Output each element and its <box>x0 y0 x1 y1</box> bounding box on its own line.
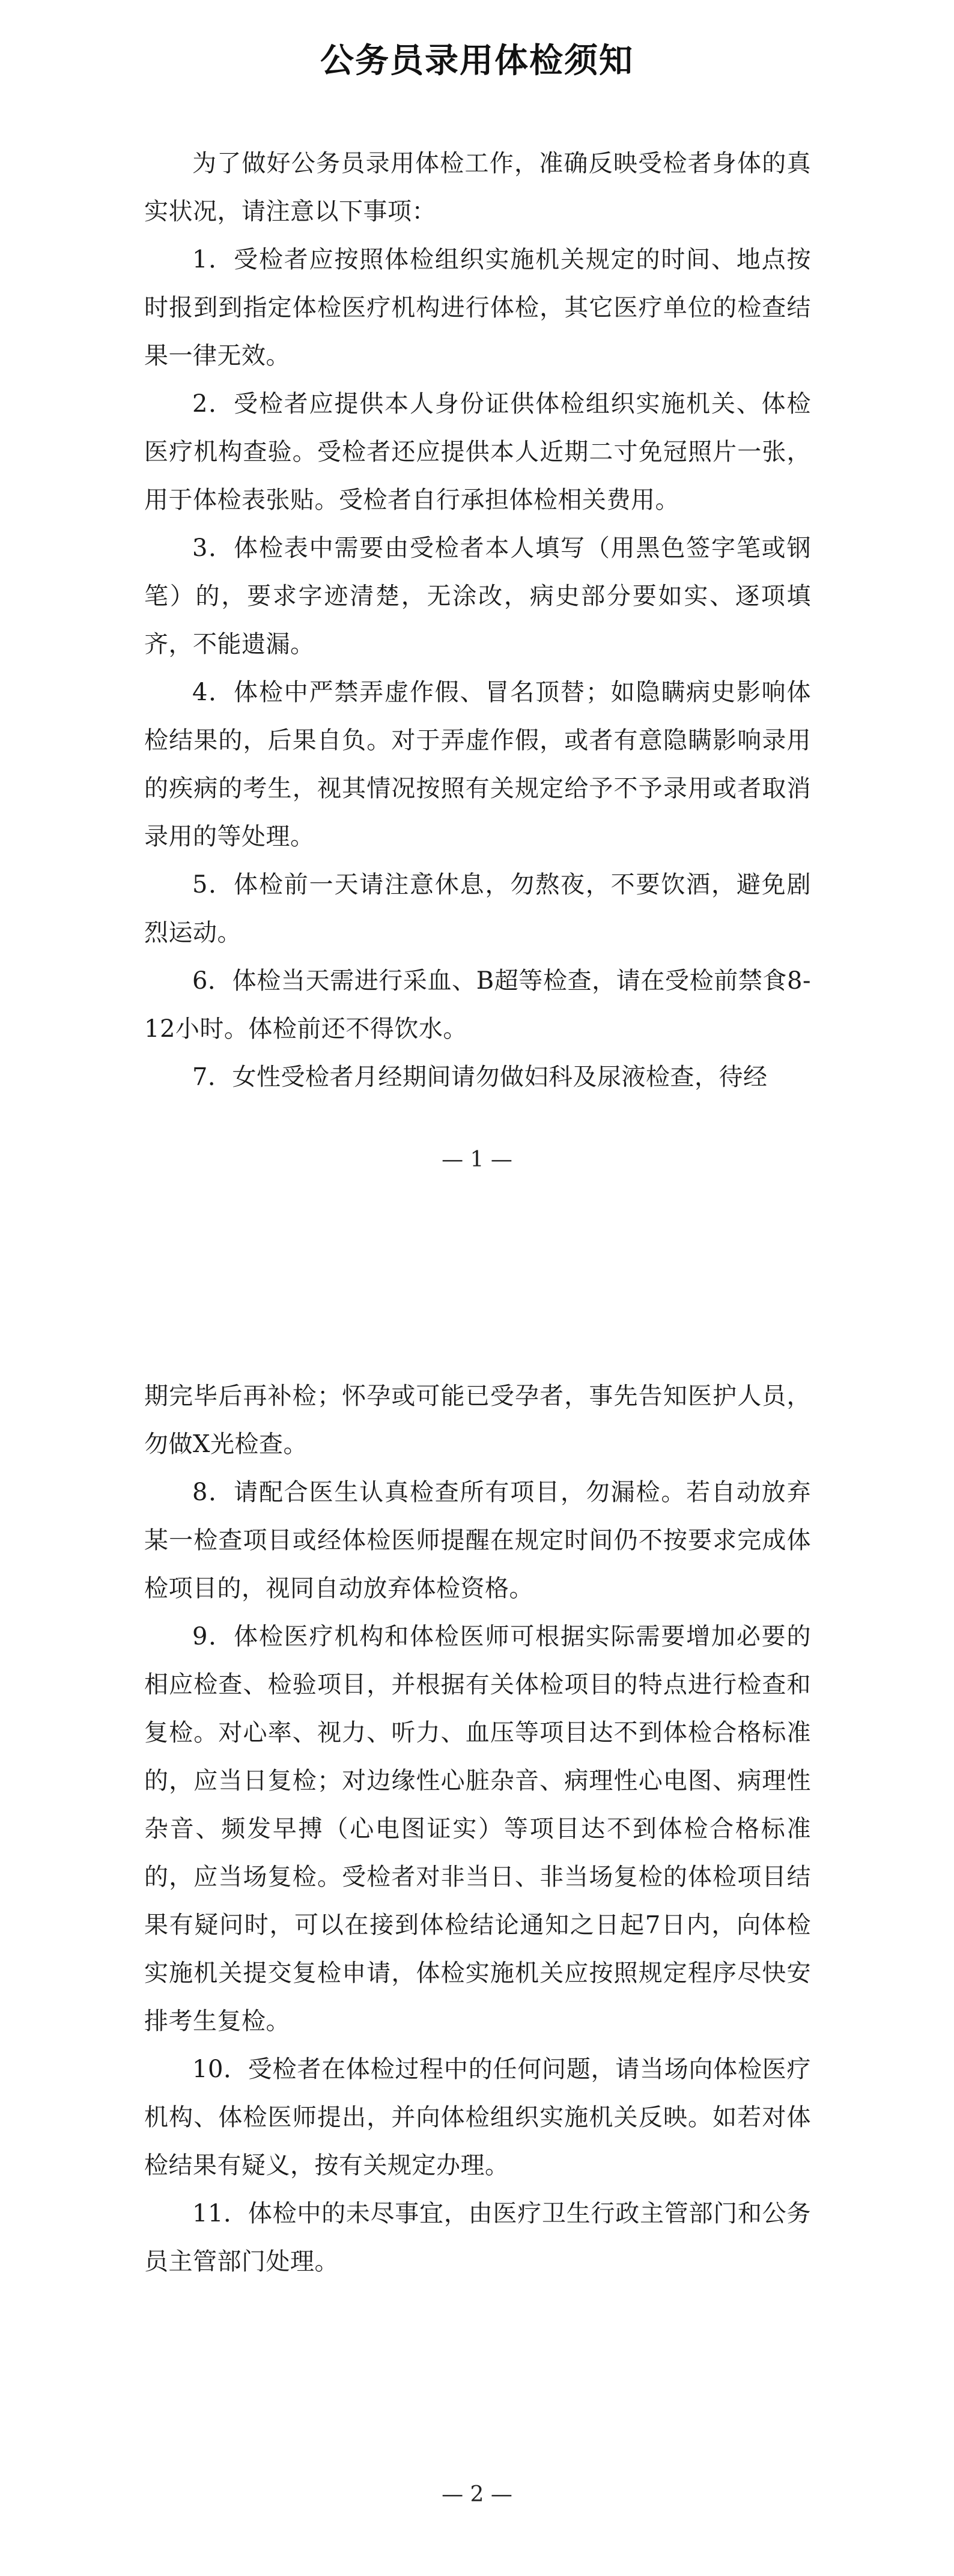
item-11-paragraph: 11．体检中的未尽事宜，由医疗卫生行政主管部门和公务员主管部门处理。 <box>144 2200 811 2275</box>
page-number-1: — 1 — <box>442 1147 512 1172</box>
item-2-paragraph: 2．受检者应提供本人身份证供体检组织实施机关、体检医疗机构查验。受检者还应提供本人近期二寸免冠照片一张，用于体检表张贴。受检者自行承担体检相关费用。 <box>144 390 811 514</box>
page-1-body <box>144 139 811 1101</box>
item-5-paragraph: 5．体检前一天请注意休息，勿熬夜，不要饮酒，避免剧烈运动。 <box>144 871 811 947</box>
item-7-paragraph-start: 7．女性受检者月经期间请勿做妇科及尿液检查，待经 <box>192 1063 768 1091</box>
item-9-paragraph: 9．体检医疗机构和体检医师可根据实际需要增加必要的相应检查、检验项目，并根据有关体检项目的特点进行检查和复检。对心率、视力、听力、血压等项目达不到体检合格标准的，应当日复检；对边缘性心脏杂音、病理性心电图、病理性杂音、频发早搏（心电图证实）等项目达不到体检合格标准的，应当场复检。受检者对非当日、非当场复检的体检项目结果有疑问时，可以在接到体检结论通知之日起7日内，向体检实施机关提交复检申请，体检实施机关应按照规定程序尽快安排考生复检。 <box>144 1623 811 2035</box>
intro-paragraph: 为了做好公务员录用体检工作，准确反映受检者身体的真实状况，请注意以下事项： <box>144 150 811 225</box>
item-3-paragraph: 3．体检表中需要由受检者本人填写（用黑色签字笔或钢笔）的，要求字迹清楚，无涂改，病史部分要如实、逐项填齐，不能遗漏。 <box>144 534 811 658</box>
page-2-body <box>144 1372 811 2286</box>
item-7-paragraph-continuation: 期完毕后再补检；怀孕或可能已受孕者，事先告知医护人员，勿做X光检查。 <box>144 1382 811 1458</box>
document-title: 公务员录用体检须知 <box>320 41 634 81</box>
page-number-2: — 2 — <box>442 2482 512 2507</box>
item-8-paragraph: 8．请配合医生认真检查所有项目，勿漏检。若自动放弃某一检查项目或经体检医师提醒在规定时间仍不按要求完成体检项目的，视同自动放弃体检资格。 <box>144 1479 811 1602</box>
item-10-paragraph: 10．受检者在体检过程中的任何问题，请当场向体检医疗机构、体检医师提出，并向体检组织实施机关反映。如若对体检结果有疑义，按有关规定办理。 <box>144 2056 811 2179</box>
item-1-paragraph: 1．受检者应按照体检组织实施机关规定的时间、地点按时报到到指定体检医疗机构进行体检，其它医疗单位的检查结果一律无效。 <box>144 246 811 370</box>
item-6-paragraph: 6．体检当天需进行采血、B超等检查，请在受检前禁食8-12小时。体检前还不得饮水。 <box>144 967 811 1043</box>
item-4-paragraph: 4．体检中严禁弄虚作假、冒名顶替；如隐瞒病史影响体检结果的，后果自负。对于弄虚作假，或者有意隐瞒影响录用的疾病的考生，视其情况按照有关规定给予不予录用或者取消录用的等处理。 <box>144 679 811 850</box>
document-page-2 <box>0 1288 954 2576</box>
